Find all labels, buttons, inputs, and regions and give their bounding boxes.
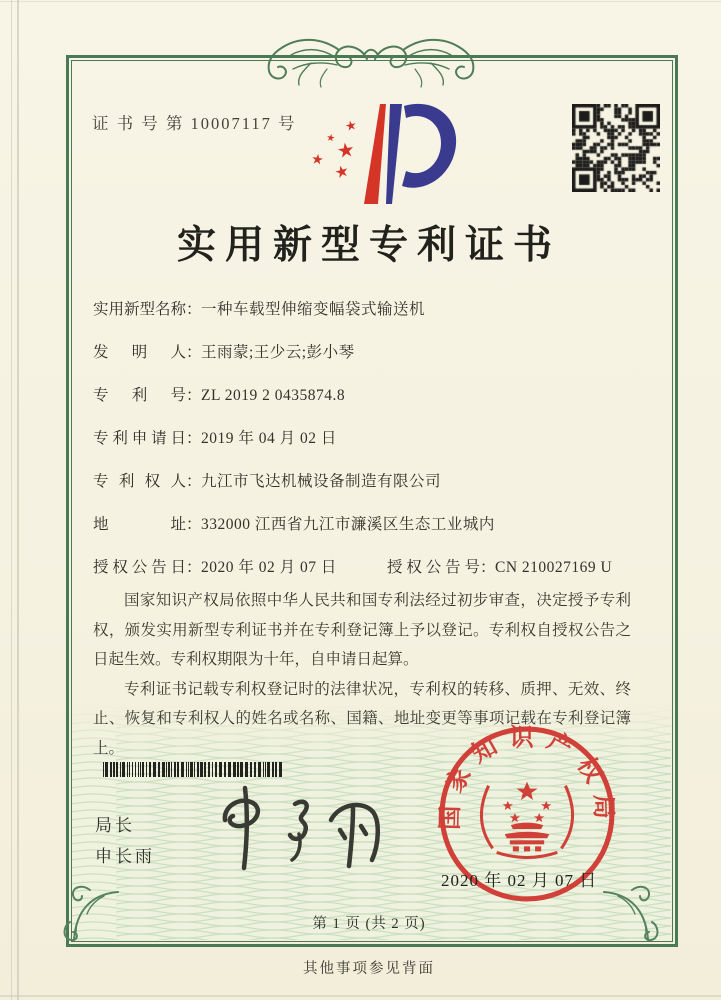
field-colon: ： xyxy=(186,559,202,576)
director-title: 局长 xyxy=(95,816,135,835)
page-number: 第 1 页 (共 2 页) xyxy=(312,916,426,932)
svg-text:国家知识产权局 xyxy=(437,724,617,830)
field-label: 地址 xyxy=(93,516,186,533)
field-label: 发明人 xyxy=(93,344,186,361)
field-label: 专利申请日 xyxy=(93,430,186,447)
star-icon: ★ xyxy=(335,138,357,164)
field-row-address xyxy=(93,512,653,555)
director-signature xyxy=(203,776,403,878)
field-colon: ： xyxy=(186,516,202,533)
patent-fields xyxy=(93,297,653,598)
reverse-side-note: 其他事项参见背面 xyxy=(303,961,435,977)
field-value: CN 210027169 U xyxy=(495,559,613,576)
field-colon: ： xyxy=(186,473,202,490)
field-colon: ： xyxy=(480,559,496,576)
legal-paragraph: 专利证书记载专利权登记时的法律状况，专利权的转移、质押、无效、终止、恢复和专利权人的姓名或名称、国籍、地址变更等事项记载在专利登记簿上。 xyxy=(93,680,631,757)
field-value: 332000 江西省九江市濂溪区生态工业城内 xyxy=(201,516,495,533)
paper-edge-line xyxy=(0,995,721,997)
field-row-patentee xyxy=(93,469,653,512)
field-value: 一种车载型伸缩变幅袋式输送机 xyxy=(201,301,426,318)
barcode-gap xyxy=(282,762,284,777)
field-value: 2019 年 04 月 02 日 xyxy=(201,430,337,447)
cnipa-logo xyxy=(295,101,463,207)
national-emblem-icon xyxy=(481,782,572,858)
seal-org-text: 国家知识产权局 xyxy=(436,724,618,831)
qr-code xyxy=(572,104,660,192)
field-value: 2020 年 02 月 07 日 xyxy=(201,559,337,576)
paper-edge-line xyxy=(0,1,721,2)
field-value: 九江市飞达机械设备制造有限公司 xyxy=(201,473,442,490)
director-name: 申长雨 xyxy=(95,847,155,866)
barcode xyxy=(103,762,284,777)
field-row-filing-date xyxy=(93,426,653,469)
certificate-number: 证 书 号 第 10007117 号 xyxy=(92,114,297,133)
field-row-patent-no xyxy=(93,383,653,426)
field-label: 授权公告号 xyxy=(387,559,480,576)
top-flourish-ornament xyxy=(261,33,481,89)
logo-p-monogram-icon xyxy=(363,101,463,207)
corner-flourish-ornament xyxy=(60,882,124,948)
field-row-inventor xyxy=(93,340,653,383)
field-row-name xyxy=(93,297,653,340)
field-colon: ： xyxy=(186,430,202,447)
star-icon: ★ xyxy=(325,132,336,145)
field-label: 专利号 xyxy=(93,387,186,404)
star-icon: ★ xyxy=(332,162,352,183)
star-icon: ★ xyxy=(310,152,325,169)
star-icon: ★ xyxy=(343,116,359,135)
field-colon: ： xyxy=(186,344,202,361)
seal-date: 2020 年 02 月 07 日 xyxy=(441,871,598,890)
field-label: 专利权人 xyxy=(93,473,186,490)
legal-paragraph: 国家知识产权局依照中华人民共和国专利法经过初步审查，决定授予专利权，颁发实用新型专利证书并在专利登记簿上予以登记。专利权自授权公告之日起生效。专利权期限为十年，自申请日起算。 xyxy=(93,592,631,668)
paper-edge-line xyxy=(11,0,12,1000)
paper-edge-line xyxy=(17,0,19,1000)
field-label: 授权公告日 xyxy=(93,559,186,576)
field-colon: ： xyxy=(186,387,202,404)
field-colon: ： xyxy=(186,301,202,318)
certificate-title: 实用新型专利证书 xyxy=(176,224,561,267)
field-value: ZL 2019 2 0435874.8 xyxy=(201,387,346,404)
field-value: 王雨蒙;王少云;彭小琴 xyxy=(201,344,355,361)
field-label: 实用新型名称 xyxy=(93,301,187,318)
director-block xyxy=(95,810,155,872)
